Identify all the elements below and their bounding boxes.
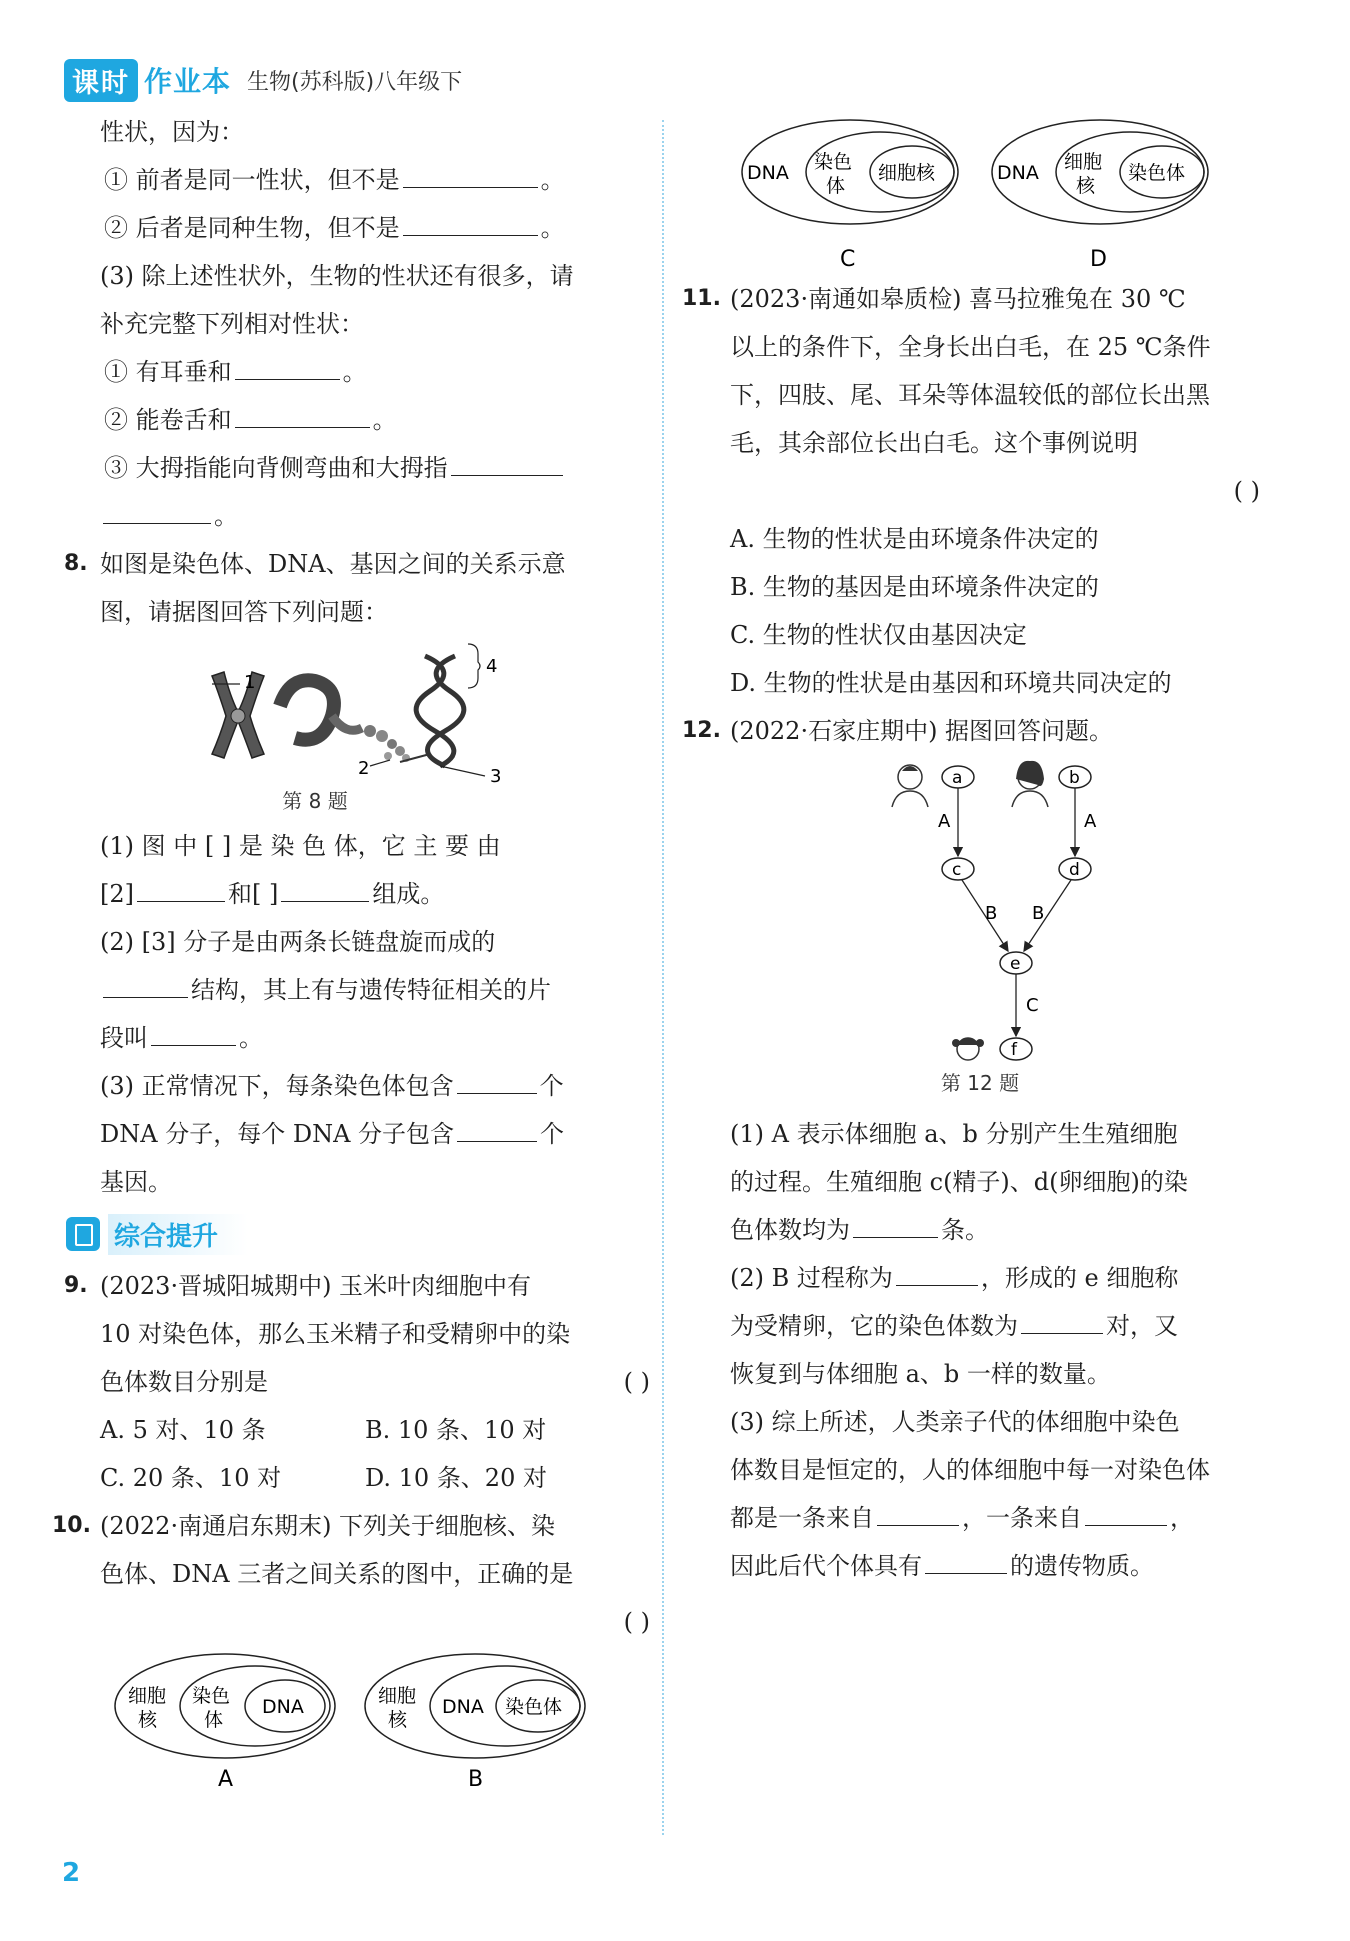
answer-blank[interactable] xyxy=(877,1501,959,1526)
text-line: 的过程。生殖细胞 c(精子)、d(卵细胞)的染 xyxy=(730,1168,1188,1196)
answer-blank[interactable] xyxy=(403,163,538,188)
svg-text:细胞: 细胞 xyxy=(128,1685,167,1707)
svg-text:DNA: DNA xyxy=(442,1696,484,1718)
text-line: 色体数目分别是 ( ) xyxy=(100,1358,650,1406)
father-icon xyxy=(892,765,928,807)
question-number: 12. xyxy=(682,718,721,743)
text-line: 为受精卵，它的染色体数为 对，又 xyxy=(730,1302,1260,1350)
answer-blank[interactable] xyxy=(103,499,211,524)
answer-paren[interactable]: ( ) xyxy=(1233,477,1260,505)
option-d[interactable]: D. 生物的性状是由基因和环境共同决定的 xyxy=(730,669,1172,697)
text-line: [2] 和[ ] 组成。 xyxy=(100,870,650,918)
svg-text:核: 核 xyxy=(1076,175,1096,197)
svg-text:DNA: DNA xyxy=(262,1696,304,1718)
text-line: 下，四肢、尾、耳朵等体温较低的部位长出黑 xyxy=(730,381,1210,409)
fig-label-1: 1 xyxy=(244,672,256,693)
text-line: 毛，其余部位长出白毛。这个事例说明 xyxy=(730,429,1138,457)
answer-blank[interactable] xyxy=(235,403,370,428)
diagram-label-d: D xyxy=(1090,247,1107,272)
venn-option-b[interactable] xyxy=(365,1654,585,1792)
text-line xyxy=(100,1598,650,1646)
fig-label-2: 2 xyxy=(358,758,370,779)
answer-paren[interactable]: ( ) xyxy=(623,1608,650,1636)
venn-diagrams-cd xyxy=(730,110,1260,275)
text-line: (2) [3] 分子是由两条长链盘旋而成的 xyxy=(100,928,496,956)
edge-label-a-left: A xyxy=(938,811,951,832)
question-8-line: 8. 如图是染色体、DNA、基因之间的关系示意 xyxy=(100,540,650,588)
mother-icon xyxy=(1012,761,1048,807)
svg-text:核: 核 xyxy=(388,1709,408,1731)
text-line: ③ 大拇指能向背侧弯曲和大拇指 xyxy=(100,444,650,492)
answer-blank[interactable] xyxy=(403,211,538,236)
answer-blank[interactable] xyxy=(925,1549,1007,1574)
svg-text:DNA: DNA xyxy=(997,162,1039,184)
text-line: (2) B 过程称为 ，形成的 e 细胞称 xyxy=(730,1254,1260,1302)
svg-text:体: 体 xyxy=(204,1709,224,1731)
answer-blank[interactable] xyxy=(451,451,563,476)
svg-text:体: 体 xyxy=(826,175,846,197)
text-line: 10 对染色体，那么玉米精子和受精卵中的染 xyxy=(100,1320,571,1348)
text-line: ① 有耳垂和 。 xyxy=(100,348,650,396)
nucleosome-beads xyxy=(364,725,410,762)
text-line: (3) 综上所述，人类亲子代的体细胞中染色 xyxy=(730,1408,1180,1436)
diagram-label-c: C xyxy=(840,247,856,272)
answer-blank[interactable] xyxy=(137,877,225,902)
option-b[interactable]: B. 10 条、10 对 xyxy=(365,1416,547,1444)
svg-text:细胞: 细胞 xyxy=(378,1685,417,1707)
fig-label-4: 4 xyxy=(486,656,498,677)
svg-text:染色: 染色 xyxy=(192,1685,231,1707)
text-line: 因此后代个体具有 的遗传物质。 xyxy=(730,1542,1260,1590)
text-line: (3) 正常情况下，每条染色体包含 个 xyxy=(100,1062,650,1110)
option-a[interactable]: A. 生物的性状是由环境条件决定的 xyxy=(730,525,1099,553)
diagram-label-b: B xyxy=(468,1767,484,1792)
answer-blank[interactable] xyxy=(1085,1501,1167,1526)
text-line: (1) 图 中 [ ] 是 染 色 体，它 主 要 由 xyxy=(100,832,501,860)
option-b[interactable]: B. 生物的基因是由环境条件决定的 xyxy=(730,573,1099,601)
text-line: 结构，其上有与遗传特征相关的片 xyxy=(100,966,650,1014)
option-a[interactable]: A. 5 对、10 条 xyxy=(100,1416,266,1444)
question-number: 10. xyxy=(52,1513,91,1538)
page-number: 2 xyxy=(62,1858,81,1888)
answer-blank[interactable] xyxy=(896,1261,978,1286)
inheritance-diagram xyxy=(730,755,1260,1070)
text-line: ① 前者是同一性状，但不是 。 xyxy=(100,156,650,204)
svg-text:细胞: 细胞 xyxy=(1064,151,1103,173)
figure-caption: 第 8 题 xyxy=(282,789,348,813)
svg-text:染色: 染色 xyxy=(814,151,853,173)
option-c[interactable]: C. 生物的性状仅由基因决定 xyxy=(730,621,1027,649)
text-line xyxy=(730,467,1260,515)
svg-text:细胞核: 细胞核 xyxy=(878,162,936,184)
text-line: 性状，因为： xyxy=(100,118,244,146)
dna-helix xyxy=(416,656,464,766)
text-line: 补充完整下列相对性状： xyxy=(100,310,364,338)
svg-text:DNA: DNA xyxy=(747,162,789,184)
child-icon xyxy=(952,1038,984,1060)
edge-label-b-left: B xyxy=(985,903,998,924)
coiled-fiber xyxy=(280,680,362,739)
brand-logo xyxy=(64,59,231,102)
option-c[interactable]: C. 20 条、10 对 xyxy=(100,1464,282,1492)
page-header xyxy=(64,58,462,102)
text-line: 恢复到与体细胞 a、b 一样的数量。 xyxy=(730,1360,1111,1388)
answer-blank[interactable] xyxy=(457,1117,537,1142)
text-line: (1) A 表示体细胞 a、b 分别产生生殖细胞 xyxy=(730,1120,1178,1148)
pencil-note-icon xyxy=(66,1217,100,1251)
svg-text:染色体: 染色体 xyxy=(1128,162,1186,184)
question-11-line: 11. (2023·南通如皋质检) 喜马拉雅兔在 30 ℃ xyxy=(730,275,1260,323)
brand-title: 作业本 xyxy=(144,65,232,98)
options-row xyxy=(100,1454,650,1502)
venn-diagrams-ab xyxy=(100,1646,650,1796)
text-line: 以上的条件下，全身长出白毛，在 25 ℃条件 xyxy=(730,333,1211,361)
node-d: d xyxy=(1069,860,1080,880)
column-divider xyxy=(662,120,664,1835)
node-c: c xyxy=(952,860,962,880)
inheritance-flow-svg xyxy=(730,755,1260,1070)
text-line: ② 能卷舌和 。 xyxy=(100,396,650,444)
right-column xyxy=(682,110,1260,1590)
text-line: 都是一条来自 ，一条来自 ， xyxy=(730,1494,1260,1542)
section-banner xyxy=(66,1206,616,1262)
subject-title: 生物(苏科版)八年级下 xyxy=(247,69,463,95)
text-line: 。 xyxy=(100,492,650,540)
answer-blank[interactable] xyxy=(235,355,340,380)
edge-label-b-right: B xyxy=(1032,903,1045,924)
question-9-line: 9. (2023·晋城阳城期中) 玉米叶肉细胞中有 xyxy=(100,1262,650,1310)
venn-diagram-svg xyxy=(730,110,1260,275)
text-line: 体数目是恒定的，人的体细胞中每一对染色体 xyxy=(730,1456,1210,1484)
answer-blank[interactable] xyxy=(457,1069,537,1094)
node-e: e xyxy=(1010,954,1021,974)
answer-blank[interactable] xyxy=(1021,1309,1103,1334)
figure-caption: 第 12 题 xyxy=(940,1071,1020,1095)
venn-diagram-svg xyxy=(100,1646,650,1796)
venn-option-a[interactable] xyxy=(115,1654,335,1792)
text-line: DNA 分子，每个 DNA 分子包含 个 xyxy=(100,1110,650,1158)
text-line: (3) 除上述性状外，生物的性状还有很多，请 xyxy=(100,262,574,290)
text-line: ② 后者是同种生物，但不是 。 xyxy=(100,204,650,252)
option-d[interactable]: D. 10 条、20 对 xyxy=(365,1464,547,1492)
node-a: a xyxy=(952,768,963,788)
answer-blank[interactable] xyxy=(151,1021,236,1046)
node-f: f xyxy=(1011,1040,1017,1060)
svg-text:核: 核 xyxy=(138,1709,158,1731)
svg-text:染色体: 染色体 xyxy=(505,1696,563,1718)
question-number: 8. xyxy=(64,551,88,576)
left-column xyxy=(52,108,650,1796)
venn-option-c[interactable] xyxy=(742,120,958,272)
text-line: 段叫 。 xyxy=(100,1014,650,1062)
text-line: 图，请据图回答下列问题： xyxy=(100,598,388,626)
edge-label-c: C xyxy=(1026,995,1039,1016)
question-10-line: 10. (2022·南通启东期末) 下列关于细胞核、染 xyxy=(100,1502,650,1550)
diagram-label-a: A xyxy=(218,1767,234,1792)
answer-blank[interactable] xyxy=(281,877,369,902)
question-number: 11. xyxy=(682,286,721,311)
question-number: 9. xyxy=(64,1273,88,1298)
venn-option-d[interactable] xyxy=(992,120,1208,272)
fig-label-3: 3 xyxy=(490,766,502,786)
answer-blank[interactable] xyxy=(853,1213,938,1238)
answer-blank[interactable] xyxy=(103,973,188,998)
edge-label-a-right: A xyxy=(1084,811,1097,832)
text-line: 基因。 xyxy=(100,1168,172,1196)
chromosome-figure xyxy=(100,636,650,786)
options-row xyxy=(100,1406,650,1454)
brand-ks: 课时 xyxy=(64,59,138,102)
question-12-line: 12. (2022·石家庄期中) 据图回答问题。 xyxy=(730,707,1260,755)
text-line: 色体数均为 条。 xyxy=(730,1206,1260,1254)
chromosome-dna-illustration xyxy=(100,636,650,786)
chromosome-shape xyxy=(212,672,264,758)
answer-paren[interactable]: ( ) xyxy=(623,1368,650,1396)
text-line: 色体、DNA 三者之间关系的图中，正确的是 xyxy=(100,1560,574,1588)
node-b: b xyxy=(1069,768,1080,788)
section-title: 综合提升 xyxy=(108,1214,248,1255)
